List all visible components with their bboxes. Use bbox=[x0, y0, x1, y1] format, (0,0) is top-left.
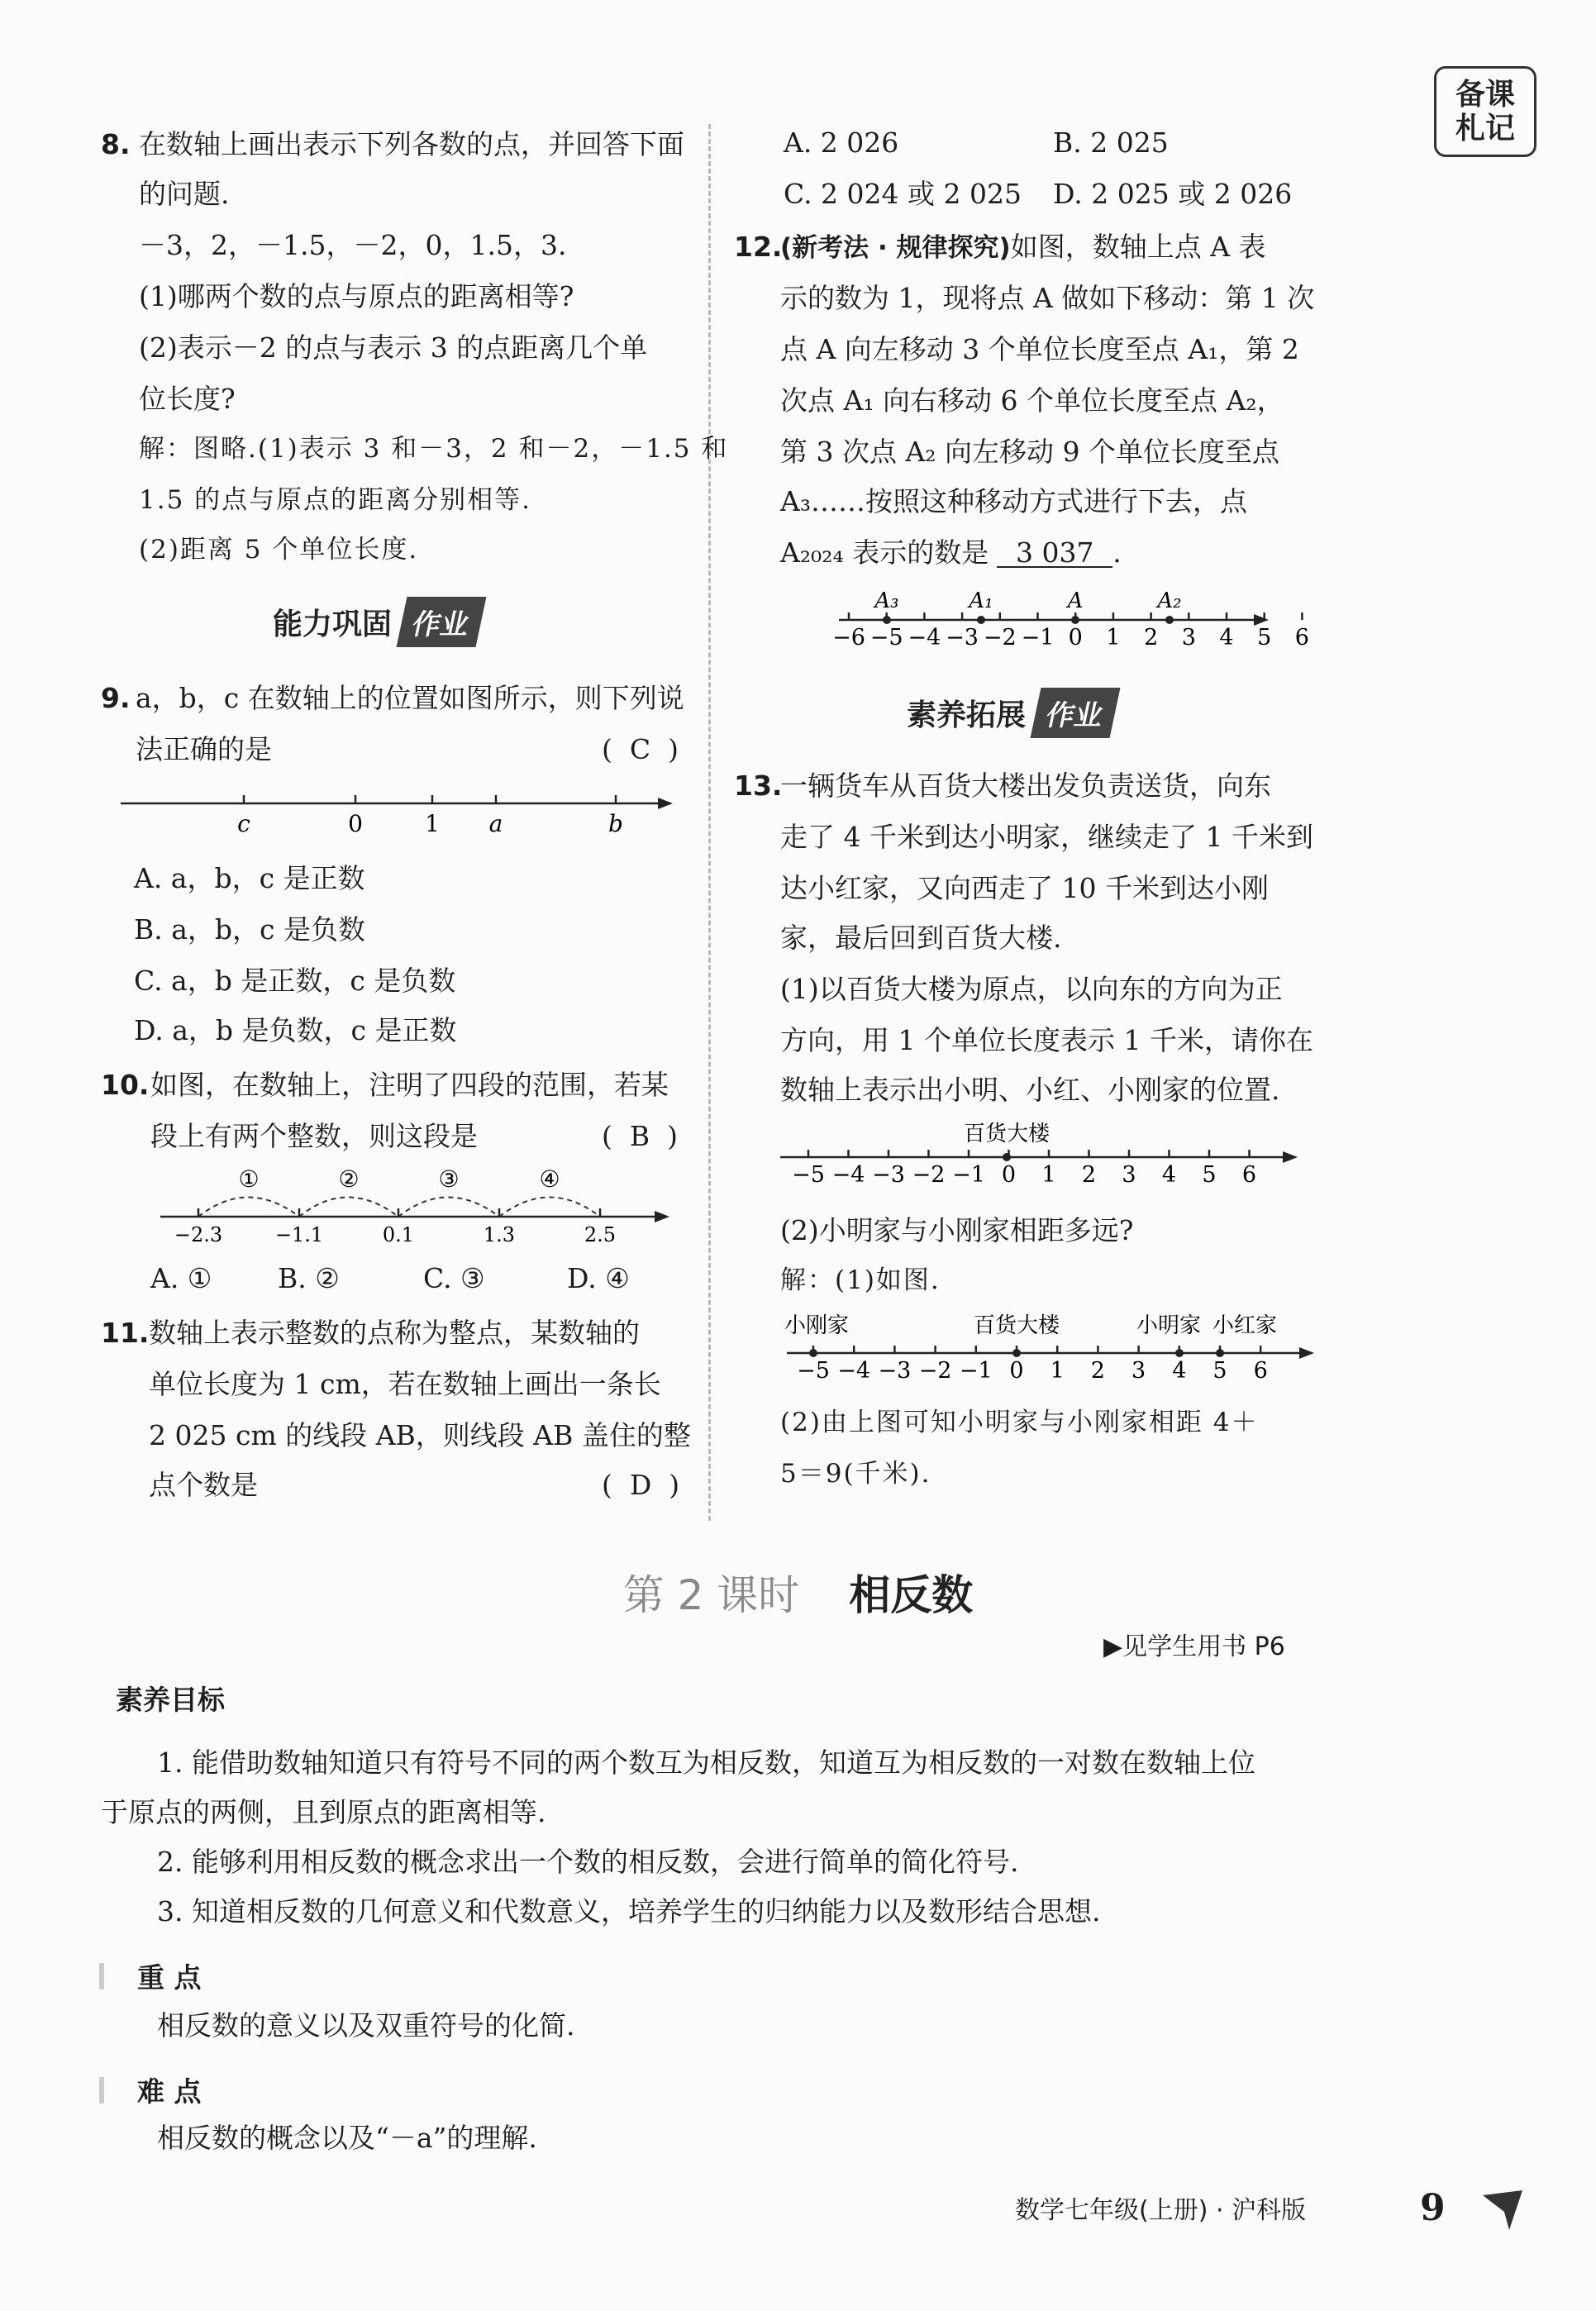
q12-first-line-rest: 如图，数轴上点 A 表 bbox=[1010, 231, 1266, 263]
q11-answer: D bbox=[629, 1469, 652, 1501]
q13-sub1-line-3: 数轴上表示出小明、小红、小刚家的位置. bbox=[780, 1074, 1280, 1106]
stamp-line-1: 备课 bbox=[1455, 77, 1515, 112]
q9-label-b: b bbox=[608, 810, 623, 837]
q13-axis-2 bbox=[777, 1308, 1322, 1386]
goal-2: 2. 能够利用相反数的概念求出一个数的相反数，会进行简单的简化符号. bbox=[157, 1846, 1019, 1878]
q8-sub1: (1)哪两个数的点与原点的距离相等? bbox=[139, 280, 574, 312]
section-banner-literacy bbox=[897, 688, 1115, 737]
q9-number: 9. bbox=[101, 682, 131, 714]
q8-line-2: 的问题. bbox=[139, 178, 230, 210]
q13-axis1-origin-label: 百货大楼 bbox=[963, 1122, 1051, 1146]
q9-line-2: 法正确的是 bbox=[136, 733, 272, 765]
q13-line-3: 达小红家，又向西走了 10 千米到达小刚 bbox=[780, 872, 1269, 904]
q12-point-a3: A₃ bbox=[874, 588, 899, 613]
lesson-title bbox=[0, 1562, 1596, 1622]
q8-sub2-line-1: (2)表示－2 的点与表示 3 的点距离几个单 bbox=[139, 331, 648, 364]
goals-heading: 素养目标 bbox=[116, 1684, 225, 1716]
q13-label-xiaoming: 小明家 bbox=[1136, 1313, 1202, 1338]
q8-solution-2: 1.5 的点与原点的距离分别相等. bbox=[139, 485, 532, 515]
q12-tick-label: 2 bbox=[1144, 625, 1159, 650]
q10-option-b: B. ② bbox=[278, 1262, 340, 1294]
q9-label-0: 0 bbox=[348, 810, 363, 837]
q9-answer-bracket: ( C ) bbox=[602, 733, 679, 765]
page-number: 9 bbox=[1420, 2187, 1446, 2229]
q13-solution-3: 5＝9(千米). bbox=[780, 1459, 931, 1489]
q10-segment-1: ① bbox=[238, 1165, 260, 1193]
q13-axis2-tick-label: 2 bbox=[1090, 1358, 1105, 1384]
q12-line-4: 次点 A₁ 向右移动 6 个单位长度至点 A₂， bbox=[780, 384, 1284, 417]
q13-axis1-tick-label: −3 bbox=[872, 1162, 905, 1188]
q9-answer: C bbox=[629, 733, 651, 765]
q11-line-2: 单位长度为 1 cm，若在数轴上画出一条长 bbox=[149, 1368, 661, 1400]
q10-option-d: D. ④ bbox=[567, 1262, 630, 1294]
q13-axis1-tick-label: 0 bbox=[1001, 1162, 1017, 1188]
q13-axis2-tick-label: 3 bbox=[1131, 1358, 1146, 1384]
q12-tick-label: −5 bbox=[869, 625, 903, 650]
q13-axis1-tick-label: −5 bbox=[792, 1162, 825, 1188]
q13-number: 13. bbox=[734, 770, 783, 802]
q12-line-3: 点 A 向左移动 3 个单位长度至点 A₁，第 2 bbox=[780, 333, 1299, 365]
q12-answer: 3 037 bbox=[997, 539, 1112, 568]
q13-axis2-tick-label: 5 bbox=[1212, 1358, 1227, 1384]
q9-label-a: a bbox=[488, 810, 503, 837]
q9-option-b: B. a，b，c 是负数 bbox=[134, 913, 366, 946]
footer-book-title: 数学七年级(上册) · 沪科版 bbox=[1015, 2196, 1307, 2225]
q13-axis2-tick-label: 4 bbox=[1172, 1358, 1187, 1384]
q13-axis2-tick-label: 0 bbox=[1009, 1358, 1024, 1384]
q12-line-2: 示的数为 1，现将点 A 做如下移动：第 1 次 bbox=[780, 282, 1315, 314]
q11-line-4: 点个数是 bbox=[149, 1469, 258, 1501]
difficulty-text: 相反数的概念以及“－a”的理解. bbox=[157, 2122, 537, 2154]
q9-label-c: c bbox=[237, 810, 250, 837]
q9-option-a: A. a，b，c 是正数 bbox=[134, 862, 365, 894]
goal-1-line-2: 于原点的两侧，且到原点的距离相等. bbox=[101, 1796, 546, 1828]
q9-line-1: a，b，c 在数轴上的位置如图所示，则下列说 bbox=[136, 682, 684, 714]
q11-option-c: C. 2 024 或 2 025 bbox=[784, 178, 1022, 210]
q12-last-prefix: A₂₀₂₄ 表示的数是 bbox=[780, 536, 989, 569]
q10-answer-bracket: ( B ) bbox=[602, 1120, 678, 1152]
q13-axis1-tick-label: 3 bbox=[1122, 1162, 1136, 1188]
q13-axis1-tick-label: −2 bbox=[912, 1162, 946, 1188]
q10-option-a: A. ① bbox=[150, 1262, 212, 1294]
key-point-text: 相反数的意义以及双重符号的化简. bbox=[157, 2009, 575, 2042]
q13-axis2-tick-label: −3 bbox=[878, 1358, 912, 1384]
q12-tick-label: 0 bbox=[1068, 625, 1083, 650]
q13-axis1-tick-label: 5 bbox=[1202, 1162, 1217, 1188]
q12-point-a: A bbox=[1067, 588, 1084, 613]
q13-sub1-line-2: 方向，用 1 个单位长度表示 1 千米，请你在 bbox=[780, 1024, 1313, 1056]
goal-1-line-1: 1. 能借助数轴知道只有符号不同的两个数互为相反数，知道互为相反数的一对数在数轴上位 bbox=[157, 1746, 1255, 1779]
q12-tick-label: −3 bbox=[946, 625, 979, 650]
q13-axis1-tick-label: 1 bbox=[1041, 1162, 1056, 1188]
q11-line-3: 2 025 cm 的线段 AB，则线段 AB 盖住的整 bbox=[149, 1419, 691, 1451]
q12-point-a1: A₁ bbox=[969, 588, 993, 613]
q12-tick-label: −1 bbox=[1021, 625, 1055, 650]
q8-solution-3: (2)距离 5 个单位长度. bbox=[139, 535, 419, 565]
q13-axis1-tick-label: 6 bbox=[1241, 1162, 1257, 1188]
q13-solution-1: 解：(1)如图. bbox=[780, 1265, 941, 1295]
q12-point-a2: A₂ bbox=[1157, 588, 1182, 613]
q10-segment-2: ② bbox=[338, 1165, 360, 1193]
column-divider bbox=[708, 124, 711, 1521]
stamp-line-2: 札记 bbox=[1455, 112, 1515, 145]
q13-axis2-tick-label: 1 bbox=[1050, 1358, 1065, 1384]
q10-tick-5: 2.5 bbox=[584, 1223, 617, 1246]
banner-ability-tag: 作业 bbox=[397, 597, 487, 647]
banner-literacy-tag: 作业 bbox=[1031, 688, 1121, 738]
q12-line-6: A₃……按照这种移动方式进行下去，点 bbox=[780, 485, 1248, 517]
q13-label-xiaogang: 小刚家 bbox=[784, 1313, 850, 1338]
section-banner-ability bbox=[263, 597, 481, 646]
q10-line-1: 如图，在数轴上，注明了四段的范围，若某 bbox=[150, 1069, 669, 1101]
q13-axis2-tick-label: 6 bbox=[1253, 1358, 1268, 1384]
q12-first-line bbox=[780, 233, 1266, 261]
q12-last-line: A₂₀₂₄ 表示的数是 3 037 . bbox=[780, 536, 1122, 569]
q12-tag: (新考法 · 规律探究) bbox=[780, 233, 1011, 263]
q13-label-store: 百货大楼 bbox=[973, 1313, 1060, 1338]
q10-number-line bbox=[149, 1157, 678, 1248]
q10-tick-4: 1.3 bbox=[483, 1223, 516, 1246]
q11-option-d: D. 2 025 或 2 026 bbox=[1053, 178, 1293, 210]
lesson-notes-stamp bbox=[1434, 66, 1536, 157]
q9-option-d: D. a，b 是负数，c 是正数 bbox=[134, 1014, 457, 1046]
student-book-reference: ▶见学生用书 P6 bbox=[1103, 1632, 1285, 1661]
q9-number-line bbox=[107, 785, 678, 843]
q8-line-1: 在数轴上画出表示下列各数的点，并回答下面 bbox=[139, 128, 684, 160]
footer-arrow-icon bbox=[1479, 2187, 1529, 2237]
q10-tick-1: −2.3 bbox=[174, 1223, 223, 1246]
q12-tick-label: 3 bbox=[1181, 625, 1196, 650]
q12-tick-label: 1 bbox=[1106, 625, 1121, 650]
q13-axis1-tick-label: −4 bbox=[831, 1162, 865, 1188]
q13-axis2-tick-label: −4 bbox=[837, 1358, 871, 1384]
q11-number: 11. bbox=[101, 1317, 150, 1349]
q10-line-2: 段上有两个整数，则这段是 bbox=[150, 1120, 478, 1152]
lesson-name: 相反数 bbox=[849, 1571, 974, 1619]
q12-line-5: 第 3 次点 A₂ 向左移动 9 个单位长度至点 bbox=[780, 436, 1279, 468]
banner-ability-text: 能力巩固 bbox=[273, 607, 393, 641]
q10-option-c: C. ③ bbox=[423, 1262, 485, 1294]
q13-line-2: 走了 4 千米到达小明家，继续走了 1 千米到 bbox=[780, 821, 1313, 853]
q13-line-4: 家，最后回到百货大楼. bbox=[780, 922, 1062, 954]
q10-tick-3: 0.1 bbox=[382, 1223, 415, 1246]
q12-tick-label: −4 bbox=[908, 625, 941, 650]
q13-sub2: (2)小明家与小刚家相距多远? bbox=[780, 1214, 1134, 1246]
goal-3: 3. 知道相反数的几何意义和代数意义，培养学生的归纳能力以及数形结合思想. bbox=[157, 1895, 1101, 1927]
lesson-number: 第 2 课时 bbox=[622, 1571, 800, 1619]
q11-line-1: 数轴上表示整数的点称为整点，某数轴的 bbox=[149, 1317, 640, 1349]
key-point-marker bbox=[99, 1963, 104, 1989]
q13-axis1-tick-label: 4 bbox=[1161, 1162, 1177, 1188]
q10-number: 10. bbox=[101, 1069, 150, 1101]
q13-label-xiaohong: 小红家 bbox=[1212, 1313, 1278, 1338]
q13-solution-2: (2)由上图可知小明家与小刚家相距 4＋ bbox=[780, 1408, 1259, 1437]
q12-tick-label: 5 bbox=[1257, 625, 1272, 650]
q13-axis1-tick-label: 2 bbox=[1081, 1162, 1097, 1188]
q11-option-a: A. 2 026 bbox=[784, 126, 899, 159]
q8-numbers: －3，2，－1.5，－2，0，1.5，3. bbox=[139, 229, 567, 261]
key-point-heading: 重 点 bbox=[137, 1961, 202, 1994]
q13-axis1-tick-label: −1 bbox=[952, 1162, 985, 1188]
q10-tick-2: −1.1 bbox=[274, 1223, 324, 1246]
q12-number-line bbox=[831, 583, 1309, 657]
q8-sub2-line-2: 位长度? bbox=[139, 383, 236, 415]
q8-solution-1: 解：图略.(1)表示 3 和－3，2 和－2，－1.5 和 bbox=[139, 434, 729, 464]
q10-segment-4: ④ bbox=[539, 1165, 560, 1193]
q13-axis2-tick-label: −1 bbox=[959, 1358, 993, 1384]
q12-tick-label: 4 bbox=[1219, 625, 1234, 650]
q13-sub1-line-1: (1)以百货大楼为原点，以向东的方向为正 bbox=[780, 973, 1283, 1005]
difficulty-marker bbox=[99, 2077, 104, 2104]
q8-number: 8. bbox=[101, 128, 131, 160]
q9-label-1: 1 bbox=[425, 810, 440, 837]
q11-answer-bracket: ( D ) bbox=[602, 1469, 680, 1501]
q11-option-b: B. 2 025 bbox=[1053, 126, 1169, 159]
q12-tick-label: −2 bbox=[983, 625, 1017, 650]
q13-line-1: 一辆货车从百货大楼出发负责送货，向东 bbox=[780, 770, 1271, 802]
banner-literacy-text: 素养拓展 bbox=[907, 698, 1027, 732]
difficulty-heading: 难 点 bbox=[137, 2075, 202, 2108]
q13-axis2-tick-label: −5 bbox=[797, 1358, 830, 1384]
q12-tick-label: −6 bbox=[832, 625, 865, 650]
q10-answer: B bbox=[629, 1120, 650, 1152]
q13-axis-1 bbox=[777, 1116, 1306, 1190]
q13-axis2-tick-label: −2 bbox=[918, 1358, 952, 1384]
q10-segment-3: ③ bbox=[438, 1165, 460, 1193]
q12-tick-label: 6 bbox=[1294, 625, 1309, 650]
q12-number: 12. bbox=[734, 231, 783, 263]
q9-option-c: C. a，b 是正数，c 是负数 bbox=[134, 965, 456, 997]
